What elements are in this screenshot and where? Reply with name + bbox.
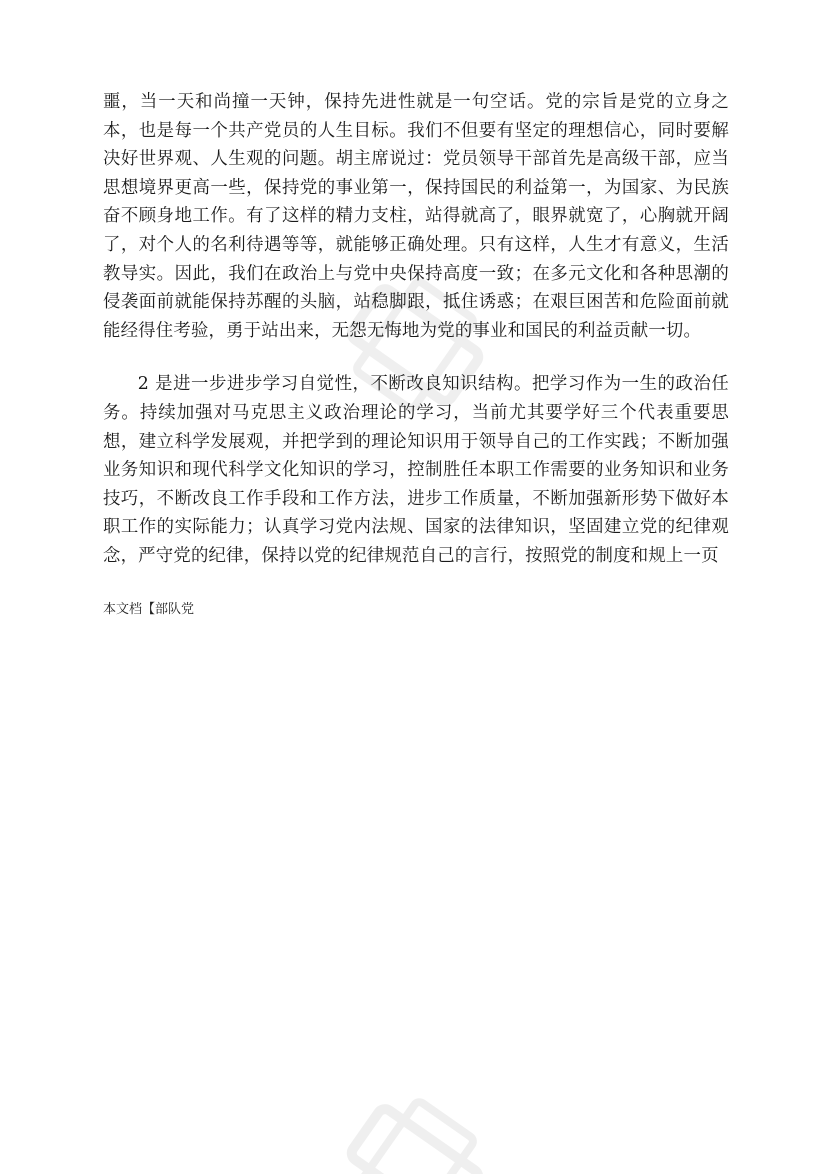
- document-body: [103, 88, 729, 619]
- watermark-logo-bottom: [330, 1080, 500, 1174]
- paragraph-2: 2 是进一步进步学习自觉性，不断改良知识结构。把学习作为一生的政治任务。持续加强对马克思主义政治理论的学习，当前尤其要学好三个代表重要思想，建立科学发展观，并把学到的理论知识用于领导自己的工作实践；不断加强业务知识和现代科学文化知识的学习，控制胜任本职工作需要的业务知识和业务技巧，不断改良工作手段和工作方法，进步工作质量，不断加强新形势下做好本职工作的实际能力；认真学习党内法规、国家的法律知识，坚固建立党的纪律观念，严守党的纪律，保持以党的纪律规范自己的言行，按照党的制度和规上一页: [103, 374, 729, 566]
- document-source-note: 本文档【部队党: [103, 601, 195, 617]
- paragraph-1: 噩，当一天和尚撞一天钟，保持先进性就是一句空话。党的宗旨是党的立身之本，也是每一个共产党员的人生目标。我们不但要有坚定的理想信心，同时要解决好世界观、人生观的问题。胡主席说过：党员领导干部首先是高级干部，应当思想境界更高一些，保持党的事业第一，保持国民的利益第一，为国家、为民族奋不顾身地工作。有了这样的精力支柱，站得就高了，眼界就宽了，心胸就开阔了，对个人的名利待遇等等，就能够正确处理。只有这样，人生才有意义，生活教导实。因此，我们在政治上与党中央保持高度一致；在多元文化和各种思潮的侵袭面前就能保持苏醒的头脑，站稳脚跟，抵住诱惑；在艰巨困苦和危险面前就能经得住考验，勇于站出来，无怨无悔地为党的事业和国民的利益贡献一切。: [103, 92, 729, 341]
